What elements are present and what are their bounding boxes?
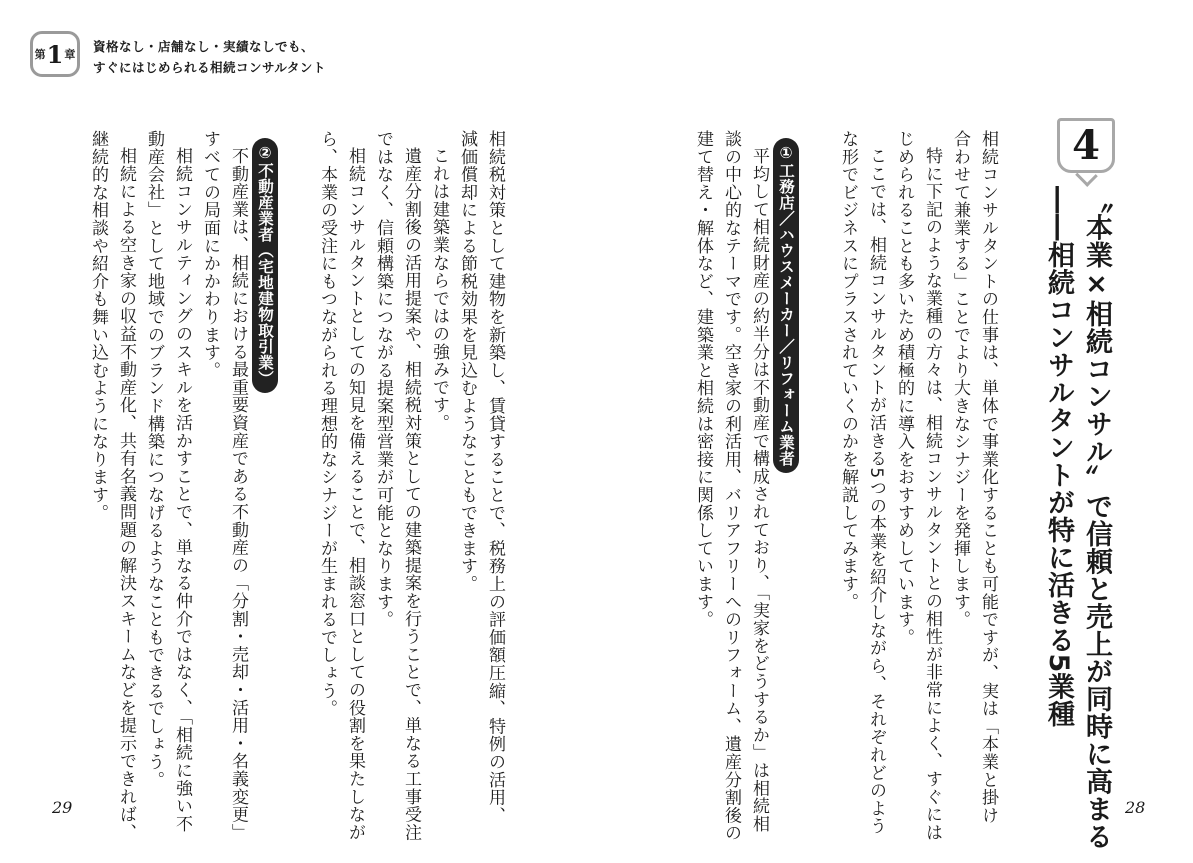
- subheading-builder: ①工務店／ハウスメーカー／リフォーム業者: [773, 138, 799, 473]
- body-line: 相続コンサルタントの仕事は、単体で事業化することも可能ですが、実は「本業と掛け: [978, 130, 998, 825]
- body-line: これは建築業ならではの強みです。: [429, 147, 449, 432]
- chapter-title: [93, 36, 413, 78]
- body-line: じめられることも多いため積極的に導入をおすすめしています。: [894, 130, 914, 647]
- chapter-number: 1: [46, 39, 64, 69]
- body-line: 合わせて兼業する」ことでより大きなシナジーを発揮します。: [950, 130, 970, 629]
- body-line: 平均して相続財産の約半分は不動産で構成されており、「実家をどうするか」は相続相: [749, 147, 769, 833]
- body-line: ではなく、信頼構築につながる提案型営業が可能となります。: [373, 130, 393, 629]
- body-line: 建て替え・解体など、建築業と相続は密接に関係しています。: [693, 130, 713, 629]
- body-line: 減価償却による節税効果を見込むようなこともできます。: [457, 130, 477, 593]
- body-line: 相続による空き家の収益不動産化、共有名義問題の解決スキームなどを提示できれば、: [116, 147, 136, 842]
- section-heading-line: ――相続コンサルタントが特に活きる5業種: [1043, 186, 1074, 728]
- subheading-real-estate: ②不動産業者（宅地建物取引業）: [252, 138, 278, 393]
- body-line: 相続税対策として建物を新築し、賃貸することで、税務上の評価額圧縮、特例の活用、: [485, 130, 505, 825]
- body-line: 相続コンサルタントとしての知見を備えることで、相談窓口としての役割を果たしなが: [345, 147, 365, 842]
- section-heading-line: 〝本業×相続コンサル〟で信頼と売上が同時に高まる: [1081, 186, 1112, 850]
- chapter-title-line: 資格なし・店舗なし・実績なしでも、: [93, 39, 315, 54]
- chapter-label-pre: 第: [34, 48, 46, 61]
- chapter-title-line: すぐにはじめられる相続コンサルタント: [93, 60, 326, 75]
- page-number-right: 28: [1125, 798, 1146, 817]
- body-line: 動産会社」として地域でのブランド構築につなげるようなこともできるでしょう。: [144, 130, 164, 789]
- body-line: な形でビジネスにプラスされていくのかを解説してみます。: [838, 130, 858, 611]
- chapter-badge: [30, 31, 80, 77]
- body-line: 特に下記のような業種の方々は、相続コンサルタントとの相性が非常によく、すぐには: [922, 147, 942, 842]
- body-line: 継続的な相談や紹介も舞い込むようになります。: [88, 130, 108, 522]
- body-line: 不動産業は、相続における最重要資産である不動産の「分割・売却・活用・名義変更」: [228, 147, 248, 842]
- body-line: 相続コンサルティングのスキルを活かすことで、単なる仲介ではなく、「相続に強い不: [172, 147, 192, 833]
- body-line: すべての局面にかかわります。: [200, 130, 220, 380]
- body-line: 遺産分割後の活用提案や、相続税対策としての建築提案を行うことで、単なる工事受注: [401, 147, 421, 842]
- chapter-label-post: 章: [64, 48, 76, 61]
- body-line: 談の中心的なテーマです。空き家の利活用、バリアフリーへのリフォーム、遺産分割後の: [721, 130, 741, 842]
- page-number-left: 29: [52, 798, 73, 817]
- body-line: ら、本業の受注にもつながられる理想的なシナジーが生まれるでしょう。: [317, 130, 337, 718]
- body-line: ここでは、相続コンサルタントが活きる5つの本業を紹介しながら、それぞれどのよう: [866, 147, 886, 836]
- section-number-badge: 4: [1057, 118, 1115, 173]
